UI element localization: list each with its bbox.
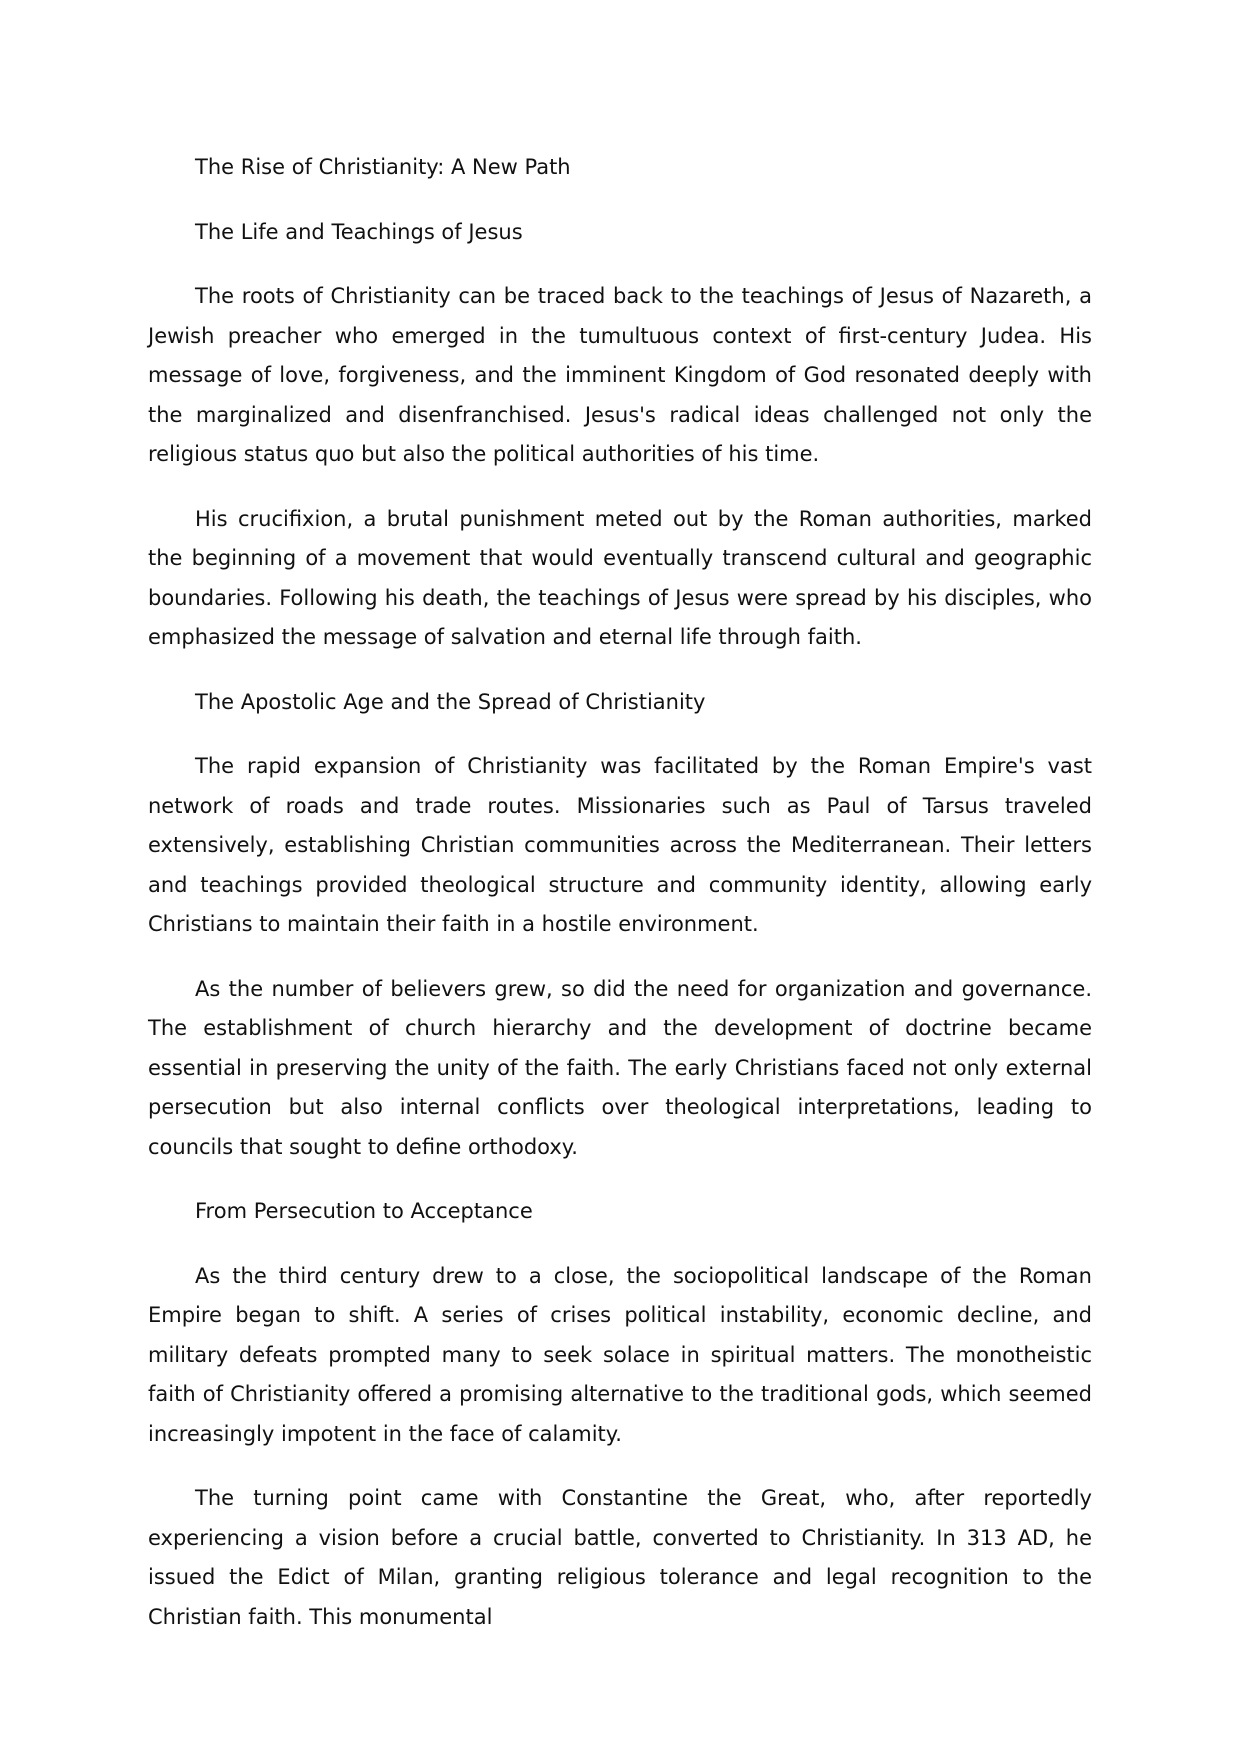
paragraph: As the number of believers grew, so did the need for organization and governance. The establishment of church hierarchy and the development of doctrine became essential in preserving the unity of the faith. The early Christians faced not only external persecution but also internal conflicts over theological interpretations, leading to councils that sought to define orthodoxy. xyxy=(148,976,1092,1159)
paragraph: As the third century drew to a close, the sociopolitical landscape of the Roman Empire began to shift. A series of crises political instability, economic decline, and military defeats prompted many to seek solace in spiritual matters. The monotheistic faith of Christianity offered a promising alternative to the traditional gods, which seemed increasingly impotent in the face of calamity. xyxy=(148,1263,1092,1446)
section-heading-apostolic-age: The Apostolic Age and the Spread of Christianity xyxy=(195,689,706,714)
document-title: The Rise of Christianity: A New Path xyxy=(195,155,571,179)
paragraph: His crucifixion, a brutal punishment meted out by the Roman authorities, marked the beginning of a movement that would eventually transcend cultural and geographic boundaries. Following his death, the teachings of Jesus were spread by his disciples, who emphasized the message of salvation and eternal life through faith. xyxy=(148,506,1092,649)
section-heading-life-teachings: The Life and Teachings of Jesus xyxy=(195,219,523,244)
paragraph: The turning point came with Constantine the Great, who, after reportedly experiencing a vision before a crucial battle, converted to Christianity. In 313 AD, he issued the Edict of Milan, granting religious tolerance and legal recognition to the Christian faith. This monumental xyxy=(148,1486,1092,1629)
document-body xyxy=(148,148,1092,1637)
paragraph: The roots of Christianity can be traced back to the teachings of Jesus of Nazareth, a Jewish preacher who emerged in the tumultuous context of first-century Judea. His message of love, forgiveness, and the imminent Kingdom of God resonated deeply with the marginalized and disenfranchised. Jesus's radical ideas challenged not only the religious status quo but also the political authorities of his time. xyxy=(148,284,1092,466)
section-heading-persecution-acceptance: From Persecution to Acceptance xyxy=(195,1199,533,1223)
paragraph: The rapid expansion of Christianity was facilitated by the Roman Empire's vast network of roads and trade routes. Missionaries such as Paul of Tarsus traveled extensively, establishing Christian communities across the Mediterranean. Their letters and teachings provided theological structure and community identity, allowing early Christians to maintain their faith in a hostile environment. xyxy=(148,754,1092,936)
